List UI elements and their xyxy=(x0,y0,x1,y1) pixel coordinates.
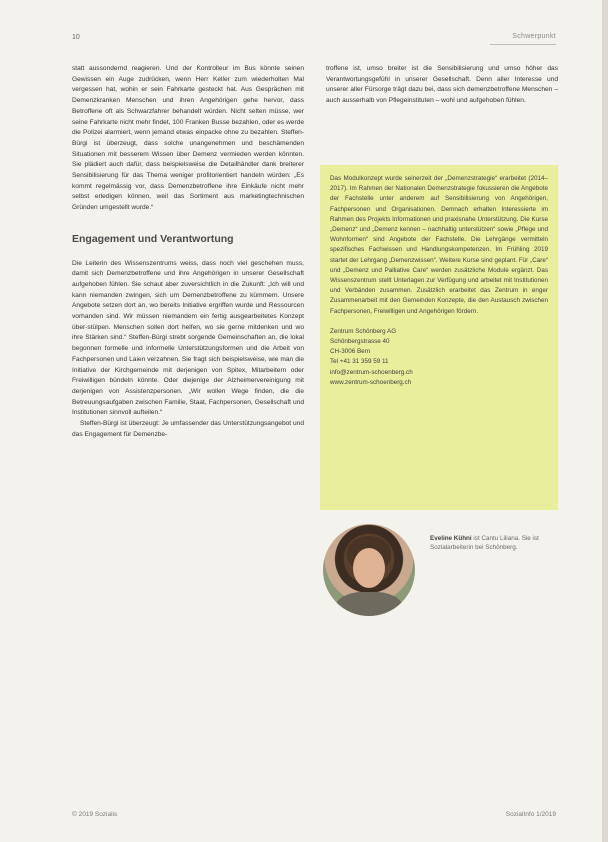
body-paragraph: Steffen-Bürgi ist überzeugt: Je umfassender das Unterstützungsangebot und das Engagement für Demenzbe- xyxy=(72,420,304,438)
section-heading: Engagement und Verantwortung xyxy=(72,232,234,245)
author-bio xyxy=(430,534,558,552)
left-column xyxy=(72,64,304,441)
contact-line: Schönbergstrasse 40 xyxy=(330,338,390,346)
page-number: 10 xyxy=(72,34,80,41)
info-box xyxy=(320,165,558,510)
footer-issue: SozialInfo 1/2019 xyxy=(505,811,556,818)
body-paragraph: troffene ist, umso breiter ist die Sensibilisierung und umso höher das Verantwortungsgefühl in unserer Gesellschaft. Denn aller Interesse und unserer aller Fürsorge trägt dazu bei, dass sich demenzbetroffene Menschen – auch ausserhalb von Pflegeinstituten – wohl und aufgehoben fühlen. xyxy=(326,65,558,105)
contact-email: info@zentrum-schoenberg.ch xyxy=(330,368,413,376)
contact-line: Zentrum Schönberg AG xyxy=(330,327,397,335)
section-tag: Schwerpunkt xyxy=(512,33,556,40)
footer-copyright: © 2019 Sozialis xyxy=(72,811,118,818)
contact-line: CH-3006 Bern xyxy=(330,348,371,356)
body-paragraph: statt aussondernd reagieren. Und der Kontrolleur im Bus könnte seinen Gewissen ein Auge zudrücken, wenn Herr Keller zum wiederholten Mal vergessen hat, wohin er sein Fahrkarte gesteckt hat. Aus Gesprächen mit Demenzkranken Menschen und ihren Angehörigen gehe hervor, dass Betroffene oft als Schwarzfahrer behandelt würden. Nicht selten müsse, wer seine Fahrkarte nicht mehr findet, 100 Franken Busse bezahlen, oder es werde die Polizei alarmiert, wenn jemand etwas einpacke ohne zu bezahlen. Steffen-Bürgi ist überzeugt, dass solche unangenehmen und beschämenden Situationen mit besserem Wissen über Demenz vermieden werden könnten. Sie plädiert auch dafür, dass beispielsweise die Detailhändler dank breiterer Sensibilisierung für das Thema weniger profitorientiert handeln würden: „Es kommt regelmässig vor, dass Demenzbetroffene ihre Einkäufe nicht mehr selbst erledigen können, weil das Sortiment aus marketingtechnischen Gründen umgestellt wurde.“ xyxy=(72,65,304,212)
right-column xyxy=(326,64,558,107)
info-box-text: Das Modulkonzept wurde seinerzeit der „Demenzstrategie“ erarbeitet (2014–2017). Im Rahmen der Nationalen Demenzstrategie fokussieren die Angebote der Fachstelle unter anderem auf Sensibilisierung von Angehörigen, Fachpersonen und Organisationen. Demnach erhalten Interessierte im Rahmen des Projekts Informationen und praxisnahe Unterstützung. Die Kurse „Demenz“ und „Demenz kennen – nachhaltig unterstützen“ sowie „Pflege und Wohnformen“ sind Angebote der Fachstelle. Die Lehrgänge vermitteln spezifisches Fachwissen und Handlungskompetenzen. Im Frühling 2019 startet der Lehrgang „Demenzwissen“. Weitere Kurse sind geplant. Für „Care“ und „Demenz und Palliative Care“ werden zusätzliche Module ergänzt. Das Wissenszentrum stellt Unterlagen zur Verfügung und arbeitet mit Institutionen und Verbänden zusammen. Zusätzlich erarbeitet das Zentrum in enger Zusammenarbeit mit den Gemeinden Konzepte, die den Austausch zwischen Fachpersonen, Freiwilligen und Angehörigen fördern. xyxy=(330,175,548,315)
page-edge xyxy=(602,0,608,842)
top-rule xyxy=(490,44,556,45)
author-photo xyxy=(323,524,415,616)
body-paragraph: Die Leiterin des Wissenszentrums weiss, dass noch viel geschehen muss, damit sich Demenzbetroffene und ihre Angehörigen in unserer Gesellschaft aufgehoben fühlen. Sie schaut aber zuversichtlich in die Zukunft: „Ich will und kann niemanden zwingen, sich um Demenzbetroffene zu kümmern. Unsere Angebote setzen dort an, wo bereits Initiative ergriffen wurde und Ressourcen vorhanden sind. Wir müssen niemandem ein fertig ausgearbeitetes Konzept über-stülpen. Menschen sollen dort helfen, wo sie gerne mitdenken und wo ihre Stärken sind.“ Steffen-Bürgi strebt sorgende Gemeinschaften an, die lokal begonnen formelle und informelle Unterstützungsformen und die Arbeit von Fachpersonen und Laien verzahnen. Sie fragt sich beispielsweise, wie man die Initiative der Kirchgemeinde mit derjenigen von Spitex, Mitarbeitern oder Freiwilligen bündeln könnte. Oder diejenige der Alzheimervereinigung mit derjenigen von Assistenzpersonen. „Wir wollen Wege finden, die die Betreuungsaufgaben zwischen Familie, Staat, Fachpersonen, Gesellschaft und Institutionen sinnvoll aufteilen.“ xyxy=(72,259,304,417)
contact-block xyxy=(330,327,548,388)
contact-website: www.zentrum-schoenberg.ch xyxy=(330,378,412,386)
author-name: Eveline Kühni xyxy=(430,535,472,542)
author-description: ist Cantu Liliana. Sie ist Sozialarbeiterin bei Schönberg. xyxy=(430,535,539,551)
contact-line: Tel +41 31 359 59 11 xyxy=(330,358,389,366)
